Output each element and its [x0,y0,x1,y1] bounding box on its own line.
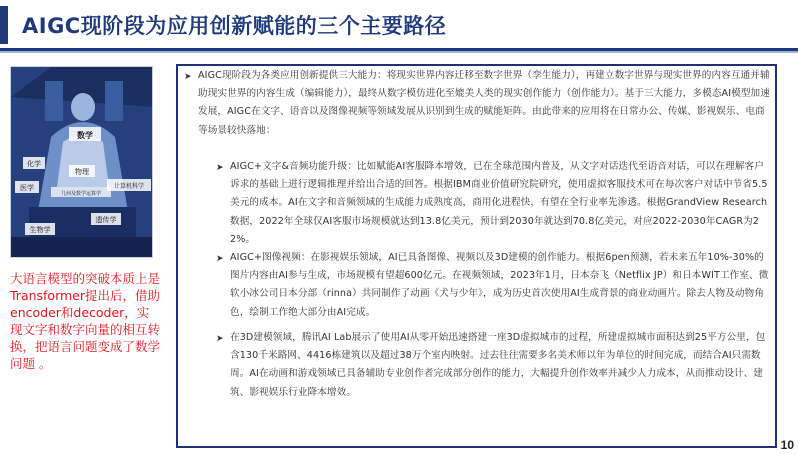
title-accent-bar [0,6,8,44]
label-chemistry: 化学 [27,160,41,168]
illustration-artwork [11,67,153,258]
title-underline-light [0,51,798,53]
content-box [176,64,777,448]
item-text-audio: AIGC+文字&音频功能升级：比如赋能AI客服降本增效，已在全球范围内普及，从文字对话迭代至语音对话，可以在理解客户诉求的基础上进行逻辑推理并给出合适的回答。根据IBM商业价值研究院研究，使用虚拟客服技术可在每次客户对话中节省5.5美元的成本。AI在文字和音频领域的生成能力成熟度高，商用化进程快，有望在全行业率先渗透。根据GrandView Research数据，2022年全球仅AI客服市场规模就达到13.8亿美元，预计到2030年就达到70.8亿美元，对应2022-2030年CAGR为22%。 [230,161,768,245]
label-physics: 物理 [75,168,89,176]
side-note: 大语言模型的突破本质上是Transformer提出后，借助encoder和decoder，实现文字和数字向量的相互转换，把语言问题变成了数学问题 。 [10,271,161,371]
label-math: 数学 [77,131,93,140]
page-number: 10 [780,438,794,452]
intro-paragraph: AIGC现阶段为各类应用创新提供三大能力：将现实世界内容迁移至数字世界（孪生能力），再建立数字世界与现实世界的内容互通并辅助现实世界的内容生成（编辑能力），最终从数字模仿进化至媲美人类的现实创作能力（创作能力）。基于三大能力，多模态AI模型加速发展，AIGC在文字、语音以及图像视频等领域发展从识别到生成的赋能矩阵。由此带来的应用将在日常办公、传媒、影视娱乐、电商等场景较快落地： [198,70,770,136]
bullet-arrow-icon: ➤ [216,334,224,344]
bullet-arrow-icon: ➤ [184,72,192,82]
illustration-image [10,66,153,258]
label-genetics: 遗传学 [95,216,117,224]
slide-title: AIGC现阶段为应用创新赋能的三个主要路径 [22,14,447,38]
label-geometry: 几何及数学运算学 [60,191,102,197]
label-computer-science: 计算机科学 [113,183,145,190]
item-image-video: AIGC+图像视频：在影视娱乐领域，AI已具备图像、视频以及3D建模的创作能力。根据6pen预测，若未来五年10%-30%的图片内容由AI参与生成，市场规模有望超600亿元。在视频领域，2023年1月，日本奈飞（Netflix JP）和日本WIT工作室、微软小冰公司日本分部（rinna）共同制作了动画《犬与少年》，成为历史首次使用AI生成背景的商业动画片。除去人物及动物角色，绘制工作绝大部分由AI完成。 [230,252,769,318]
title-bar [0,0,798,50]
label-biology: 生物学 [29,226,51,234]
bullet-arrow-icon: ➤ [216,163,224,173]
label-medicine: 医学 [20,184,34,192]
item-3d-modeling: 在3D建模领域，腾讯AI Lab展示了使用AI从零开始迅速搭建一座3D虚拟城市的过程，所建虚拟城市面积达到25平方公里，包含130千米路网、4416栋建筑以及超过38万个室内映射。过去往往需要多名美术师以年为单位的时间完成，而结合AI只需数周。AI在动画和游戏领域已具备辅助专业创作者完成部分创作的能力，大幅提升创作效率并减少人力成本，从而推动设计、建筑、影视娱乐行业降本增效。 [230,332,766,398]
bullet-arrow-icon: ➤ [216,254,224,264]
